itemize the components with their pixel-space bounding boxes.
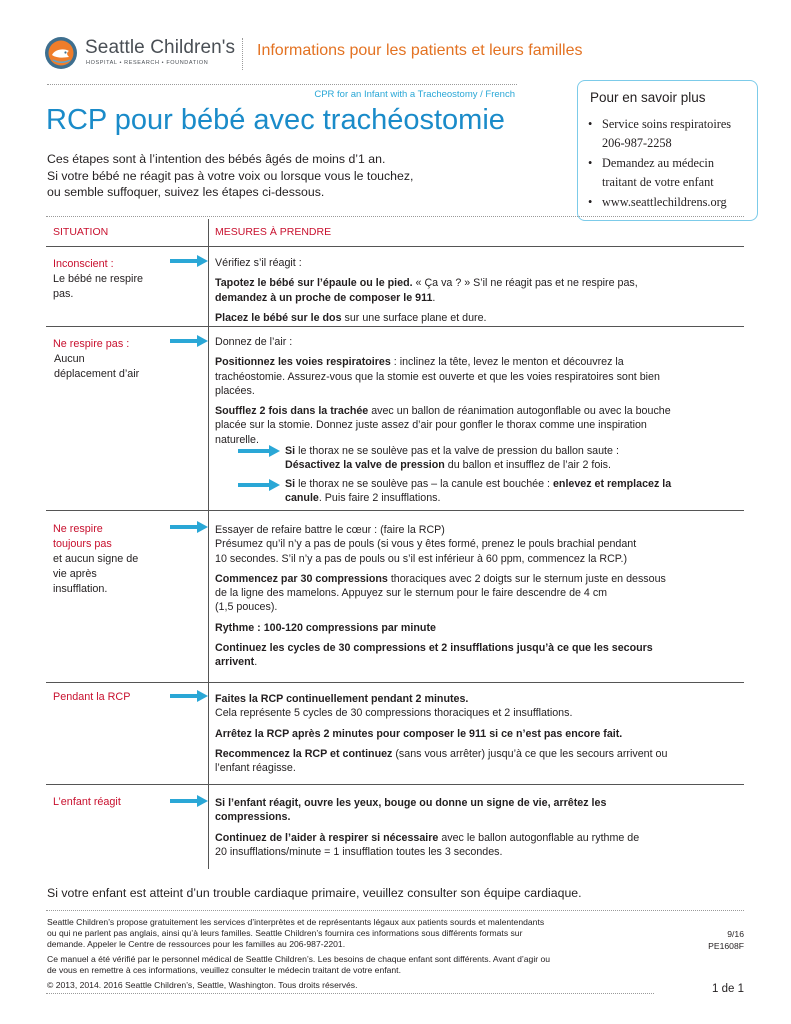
action-emphasis: Placez le bébé sur le dos: [215, 311, 342, 324]
situation-still-not-breathing: [53, 522, 138, 597]
footer-line: demande. Appeler le Centre de ressources pour les familles au 206-987-2201.: [47, 939, 346, 949]
situation-child-responds: [53, 795, 121, 810]
english-subtitle: CPR for an Infant with a Tracheostomy / French: [314, 89, 515, 100]
situation-text: Le bébé ne respire: [53, 273, 144, 285]
header-rule: [47, 84, 517, 85]
action-text: : inclinez la tête, levez le menton et découvrez la: [390, 356, 624, 369]
situation-label: toujours pas: [53, 538, 112, 550]
action-emphasis: Si l’enfant réagit, ouvre les yeux, bouge ou donne un signe de vie, arrêtez les: [215, 797, 607, 809]
action-text: le thorax ne se soulève pas et la valve de pression du ballon saute :: [295, 445, 619, 457]
situation-label: Ne respire pas :: [53, 338, 130, 350]
arrow-right-icon: [170, 521, 208, 533]
footer-line: de vous en remettre à ces informations, veuillez consulter le médecin traitant de votre enfant.: [47, 965, 401, 975]
table-row-divider: [46, 510, 744, 511]
footer-bottom-rule: [46, 993, 654, 994]
action-text: . Puis faire 2 insufflations.: [318, 492, 441, 505]
action-emphasis: Arrêtez la RCP après 2 minutes pour composer le 911 si ce n’est pas encore fait.: [215, 727, 623, 740]
table-column-divider: [208, 219, 209, 869]
document-code: PE1608F: [708, 941, 744, 951]
footer-line: Ce manuel a été vérifié par le personnel médical de Seattle Children’s. Les besoins de chaque enfant sont différents. Avant d’agir ou: [47, 954, 551, 964]
info-item-phone[interactable]: 206-987-2258: [602, 136, 672, 150]
action-emphasis: Soufflez 2 fois dans la trachée: [215, 405, 369, 418]
action-emphasis: Faites la RCP continuellement pendant 2 minutes.: [215, 693, 469, 705]
situation-text: Aucun: [54, 353, 85, 365]
arrow-right-icon: [170, 335, 208, 347]
situation-during-cpr: [53, 690, 130, 705]
action-text: 10 secondes. S’il n’y a pas de pouls ou s’il est inférieur à 60 ppm, commencez la RCP.): [215, 552, 628, 565]
intro-text: [47, 151, 413, 201]
situation-text: vie après: [53, 568, 97, 580]
cardiac-note: Si votre enfant est atteint d’un trouble cardiaque primaire, veuillez consulter son équipe cardiaque.: [47, 886, 582, 900]
info-item-label: Service soins respiratoires: [602, 117, 732, 131]
action-emphasis: Rythme : 100-120 compressions par minute: [215, 621, 436, 634]
document-meta: [660, 928, 744, 952]
action-emphasis: Si: [285, 445, 296, 457]
situation-unconscious: [53, 257, 143, 302]
action-emphasis: Continuez de l’aider à respirer si nécessaire: [215, 831, 439, 844]
copyright: © 2013, 2014. 2016 Seattle Children’s, Seattle, Washington. Tous droits réservés.: [47, 980, 358, 990]
actions-during-cpr: [215, 692, 745, 781]
column-header-actions: MESURES À PRENDRE: [215, 226, 332, 238]
action-text: .: [432, 291, 436, 304]
arrow-right-icon: [170, 255, 208, 267]
info-item-respiratory: [588, 115, 731, 153]
info-item-label: traitant de votre enfant: [602, 175, 714, 189]
action-emphasis: arrivent: [215, 656, 255, 669]
table-row-divider: [46, 682, 744, 683]
situation-label: Ne respire: [53, 523, 103, 535]
action-text: avec un ballon de réanimation autogonflable ou avec la bouche: [368, 405, 671, 418]
action-text: Présumez qu’il n’y a pas de pouls (si vous y êtes formé, prenez le pouls brachial pendant: [215, 538, 637, 551]
bullet-icon: •: [588, 156, 593, 170]
situation-text: insufflation.: [53, 583, 108, 595]
intro-line: ou semble suffoquer, suivez les étapes ci-dessous.: [47, 185, 325, 199]
sub-action-cannula: [285, 477, 745, 506]
actions-unconscious: [215, 256, 745, 331]
action-text: le thorax ne se soulève pas – la canule est bouchée :: [295, 478, 553, 490]
action-text: 20 insufflations/minute = 1 insufflation toutes les 3 secondes.: [215, 845, 503, 858]
action-emphasis: canule: [285, 492, 319, 505]
org-name: Seattle Children's: [85, 37, 236, 58]
intro-line: Si votre bébé ne réagit pas à votre voix ou lorsque vous le touchez,: [47, 168, 414, 183]
org-tagline: HOSPITAL • RESEARCH • FOUNDATION: [86, 60, 209, 66]
intro-line: Ces étapes sont à l’intention des bébés âgés de moins d’1 an.: [47, 152, 386, 166]
actions-not-breathing: [215, 335, 745, 453]
footer-text: [47, 917, 550, 991]
action-text: du ballon et insufflez de l’air 2 fois.: [444, 459, 611, 472]
action-emphasis: Recommencez la RCP et continuez: [215, 747, 393, 760]
action-text: Cela représente 5 cycles de 30 compressions thoraciques et 2 insufflations.: [215, 707, 573, 720]
action-emphasis: Si: [285, 478, 296, 490]
action-text: « Ça va ? » S’il ne réagit pas et ne respire pas,: [412, 277, 638, 290]
page-number: 1 de 1: [712, 983, 744, 995]
table-row-divider: [46, 246, 744, 247]
page-title: RCP pour bébé avec trachéostomie: [46, 104, 505, 136]
action-emphasis: Continuez les cycles de 30 compressions et 2 insufflations jusqu’à ce que les secours: [215, 642, 653, 655]
situation-label: L’enfant réagit: [53, 796, 121, 808]
action-emphasis: Tapotez le bébé sur l’épaule ou le pied.: [215, 277, 413, 290]
action-heading: Vérifiez s’il réagit :: [215, 257, 302, 269]
situation-text: déplacement d’air: [54, 368, 140, 380]
action-emphasis: Positionnez les voies respiratoires: [215, 356, 391, 369]
bullet-icon: •: [588, 117, 593, 131]
info-item-doctor: [588, 154, 731, 192]
action-text: de la ligne des mamelons. Appuyez sur le sternum pour le faire descendre de 4 cm: [215, 587, 608, 600]
sub-action-valve: [285, 444, 745, 473]
action-heading: Essayer de refaire battre le cœur : (faire la RCP): [215, 524, 445, 536]
website-link[interactable]: www.seattlechildrens.org: [602, 195, 727, 209]
header-divider: [242, 38, 243, 70]
bullet-icon: •: [588, 195, 593, 209]
info-item-label: Demandez au médecin: [602, 156, 714, 170]
action-text: .: [254, 656, 258, 669]
info-list: [588, 115, 731, 213]
action-text: (sans vous arrêter) jusqu’à ce que les secours arrivent ou: [392, 747, 668, 760]
arrow-right-icon: [170, 690, 208, 702]
seattle-childrens-logo: [44, 36, 244, 76]
situation-text: et aucun signe de: [53, 553, 139, 565]
situation-text: pas.: [53, 288, 74, 300]
action-emphasis: enlevez et remplacez la: [552, 478, 672, 490]
section-title: Informations pour les patients et leurs familles: [257, 42, 583, 59]
action-text: placée sur la stomie. Donnez juste assez d’air pour gonfler le thorax comme une inspiration: [215, 419, 647, 432]
logo-whale-icon: [44, 36, 78, 70]
action-text: l’enfant réagisse.: [215, 762, 296, 775]
situation-not-breathing: [53, 337, 139, 382]
action-text: trachéostomie. Assurez-vous que la stomie est ouverte et que les voies respiratoires sont bien: [215, 370, 660, 383]
situation-label: Inconscient :: [53, 258, 114, 270]
arrow-right-icon: [170, 795, 208, 807]
action-text: sur une surface plane et dure.: [341, 311, 487, 324]
table-row-divider: [46, 784, 744, 785]
footer-rule: [46, 910, 744, 911]
action-text: placées.: [215, 384, 255, 397]
arrow-right-icon: [238, 445, 280, 457]
table-top-rule: [46, 216, 744, 217]
info-box-title: Pour en savoir plus: [590, 90, 706, 105]
action-emphasis: Désactivez la valve de pression: [285, 459, 445, 472]
action-text: naturelle.: [215, 433, 259, 446]
action-emphasis: demandez à un proche de composer le 911: [215, 291, 433, 304]
document-date: 9/16: [727, 929, 744, 939]
footer-line: ou qui ne parlent pas anglais, ainsi qu’à leurs familles. Seattle Children’s fournira ces informations sous différents formats sur: [47, 928, 523, 938]
column-header-situation: SITUATION: [53, 226, 109, 238]
action-text: thoraciques avec 2 doigts sur le sternum juste en dessous: [387, 572, 666, 585]
info-item-website[interactable]: [588, 193, 731, 212]
actions-cpr: [215, 523, 745, 676]
action-emphasis: compressions.: [215, 811, 291, 824]
action-text: avec le ballon autogonflable au rythme de: [438, 831, 640, 844]
actions-child-responds: [215, 796, 745, 865]
action-emphasis: Commencez par 30 compressions: [215, 572, 388, 585]
arrow-right-icon: [238, 479, 280, 491]
action-heading: Donnez de l’air :: [215, 336, 293, 348]
more-info-box: [577, 80, 758, 221]
situation-label: Pendant la RCP: [53, 691, 131, 703]
action-text: (1,5 pouces).: [215, 601, 278, 614]
footer-line: Seattle Children’s propose gratuitement les services d’interprètes et de représentants légaux aux patients sourds et malentendants: [47, 917, 545, 927]
